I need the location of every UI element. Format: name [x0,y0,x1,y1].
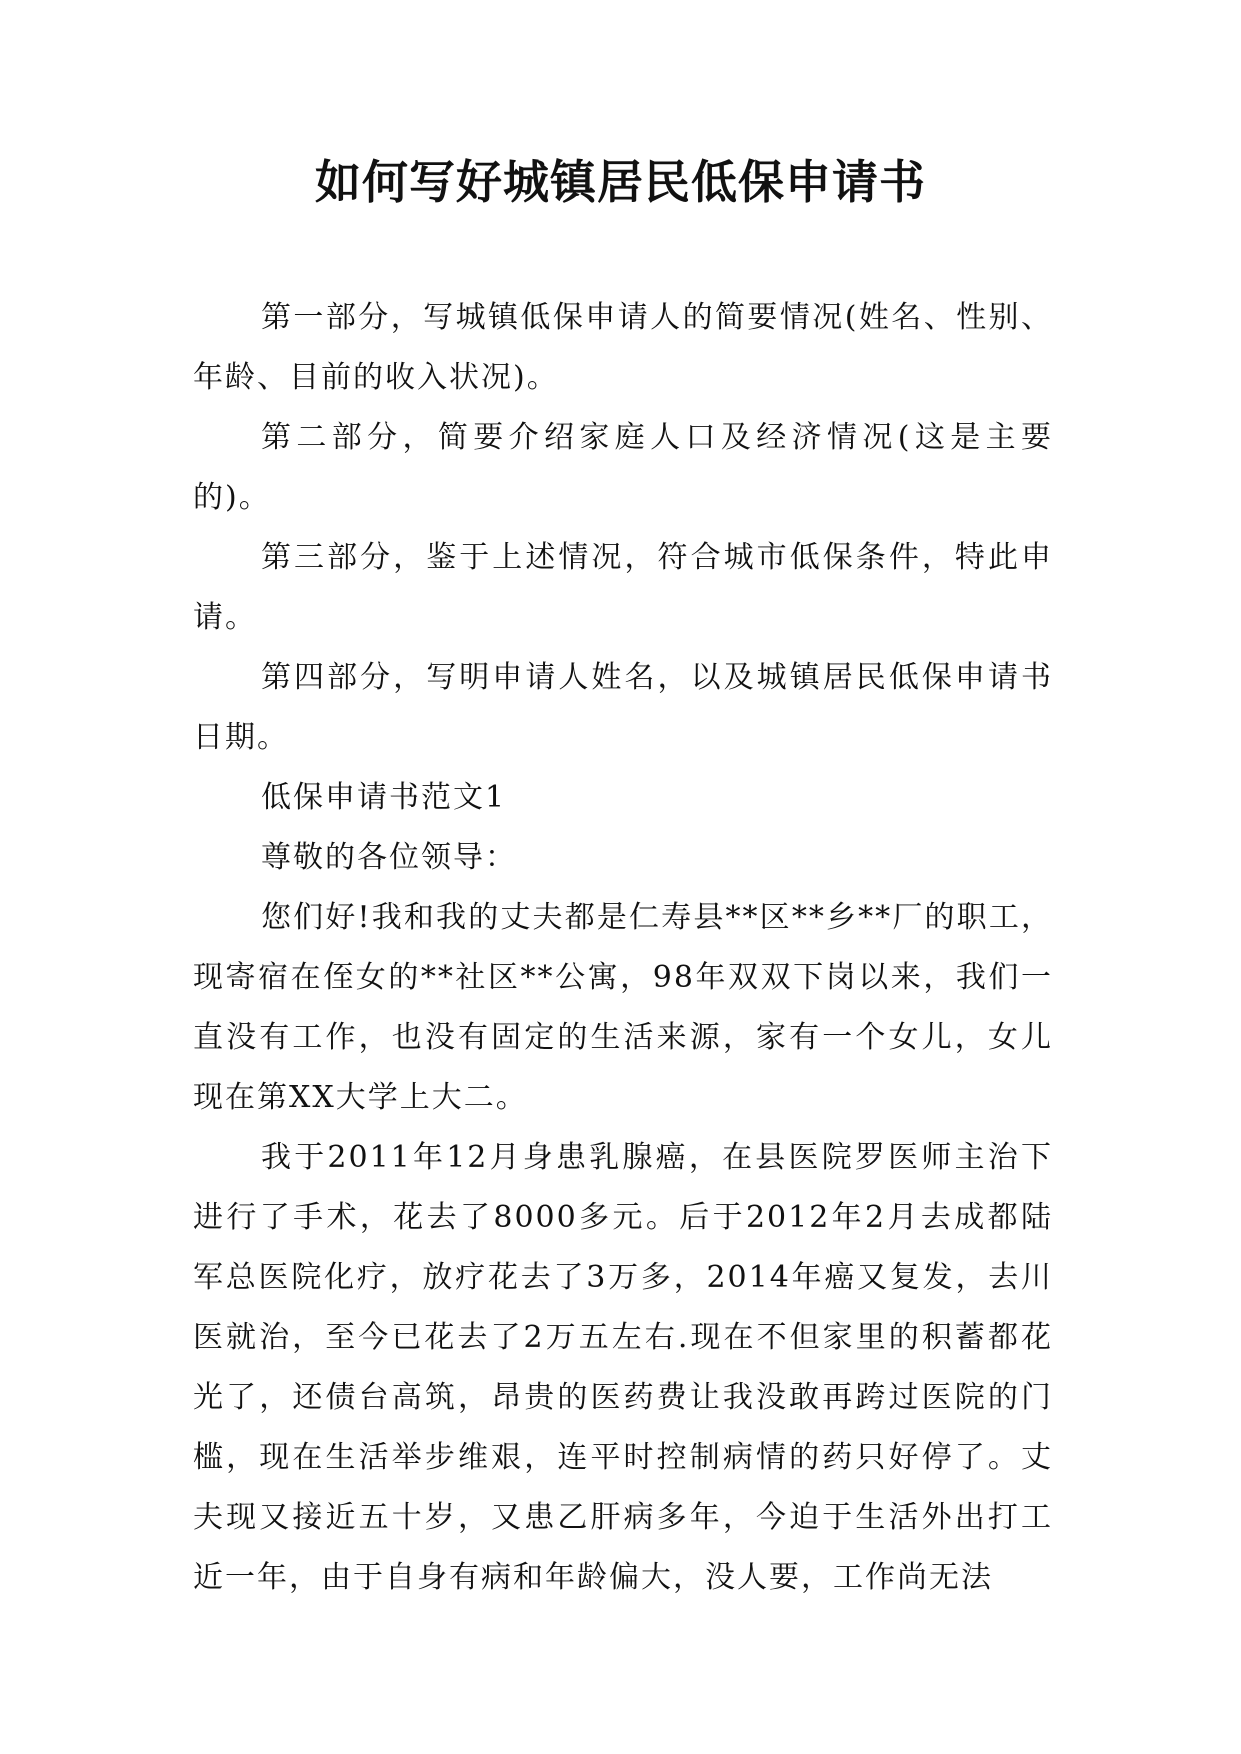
paragraph-illness: 我于2011年12月身患乳腺癌，在县医院罗医师主治下进行了手术，花去了8000多元。后于2012年2月去成都陆军总医院化疗，放疗花去了3万多，2014年癌又复发，去川医就治，至今已花去了2万五左右.现在不但家里的积蓄都花光了，还债台高筑，昂贵的医药费让我没敢再跨过医院的门槛，现在生活举步维艰，连平时控制病情的药只好停了。丈夫现又接近五十岁，又患乙肝病多年，今迫于生活外出打工近一年，由于自身有病和年龄偏大，没人要，工作尚无法 [193,1140,1053,1595]
paragraph-part-two: 第二部分，简要介绍家庭人口及经济情况(这是主要的)。 [193,420,1053,515]
paragraph-part-four: 第四部分，写明申请人姓名，以及城镇居民低保申请书日期。 [193,660,1053,755]
paragraph-part-one: 第一部分，写城镇低保申请人的简要情况(姓名、性别、年龄、目前的收入状况)。 [193,300,1053,395]
sample-heading: 低保申请书范文1 [261,780,507,815]
document-title: 如何写好城镇居民低保申请书 [315,155,926,209]
document-body [193,288,1053,1608]
salutation: 尊敬的各位领导： [261,840,517,875]
paragraph-greeting: 您们好!我和我的丈夫都是仁寿县**区**乡**厂的职工，现寄宿在侄女的**社区**公寓，98年双双下岗以来，我们一直没有工作，也没有固定的生活来源，家有一个女儿，女儿现在第XX大学上大二。 [193,900,1053,1115]
paragraph-part-three: 第三部分，鉴于上述情况，符合城市低保条件，特此申请。 [193,540,1053,635]
